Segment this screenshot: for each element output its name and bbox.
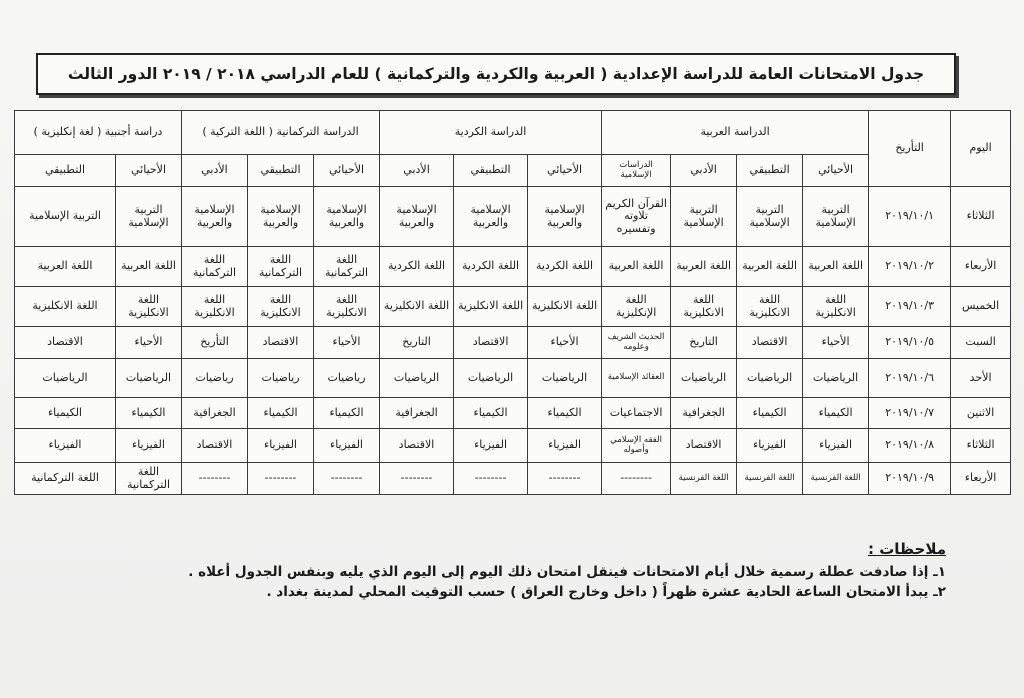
sub-header: التطبيقي [248, 155, 314, 187]
sub-header: التطبيقي [15, 155, 116, 187]
subject-cell: اللغة التركمانية [116, 463, 182, 495]
subject-cell: الحديث الشريف وعلومه [602, 327, 671, 359]
subject-cell: الاقتصاد [182, 429, 248, 463]
subject-cell: اللغة الفرنسية [671, 463, 737, 495]
subject-cell: التربية الإسلامية [671, 187, 737, 247]
subject-cell: الاقتصاد [248, 327, 314, 359]
sub-header: الأحيائي [803, 155, 869, 187]
subject-cell: الفيزياء [314, 429, 380, 463]
branch-header-row [15, 111, 1011, 155]
day-cell: الأربعاء [951, 247, 1011, 287]
subject-cell: الإسلامية والعربية [182, 187, 248, 247]
subject-cell: اللغة الانكليزية [380, 287, 454, 327]
subject-cell: اللغة الانكليزية [15, 287, 116, 327]
date-cell: ٢٠١٩/١٠/٢ [869, 247, 951, 287]
subject-cell: التربية الإسلامية [15, 187, 116, 247]
table-row [15, 187, 1011, 247]
subject-cell: التأريخ [182, 327, 248, 359]
subject-cell: اللغة الانكليزية [528, 287, 602, 327]
subject-cell: الأحياء [803, 327, 869, 359]
subject-cell: الفيزياء [15, 429, 116, 463]
note-item: ١ـ إذا صادفت عطلة رسمية خلال أيام الامتحانات فينقل امتحان ذلك اليوم إلى اليوم الذي يليه وبنفس الجدول أعلاه . [188, 564, 946, 580]
date-cell: ٢٠١٩/١٠/٧ [869, 398, 951, 429]
subject-cell: الرياضيات [528, 359, 602, 398]
subject-cell: اللغة الانكليزية [248, 287, 314, 327]
notes-title: ملاحظات : [867, 540, 946, 558]
subject-cell: الاقتصاد [737, 327, 803, 359]
subject-cell: اللغة الإنكليزية [602, 287, 671, 327]
subject-cell: رياضيات [182, 359, 248, 398]
date-cell: ٢٠١٩/١٠/١ [869, 187, 951, 247]
subject-cell: التربية الإسلامية [803, 187, 869, 247]
subject-cell: -------- [314, 463, 380, 495]
subject-cell: الفيزياء [116, 429, 182, 463]
subject-cell: الأحياء [314, 327, 380, 359]
date-cell: ٢٠١٩/١٠/٥ [869, 327, 951, 359]
subject-cell: الفيزياء [803, 429, 869, 463]
subject-cell: -------- [380, 463, 454, 495]
subject-cell: الإسلامية والعربية [528, 187, 602, 247]
sub-header: التطبيقي [737, 155, 803, 187]
subject-cell: اللغة العربية [15, 247, 116, 287]
subject-cell: اللغة العربية [602, 247, 671, 287]
subject-cell: القرآن الكريم تلاوته وتفسيره [602, 187, 671, 247]
subject-cell: الرياضيات [15, 359, 116, 398]
subject-cell: الفيزياء [248, 429, 314, 463]
branch-header-foreign: دراسة أجنبية ( لغة إنكليزية ) [15, 111, 182, 155]
sub-header: الأدبي [671, 155, 737, 187]
subject-cell: رياضيات [248, 359, 314, 398]
subject-cell: اللغة الانكليزية [737, 287, 803, 327]
subject-cell: اللغة العربية [803, 247, 869, 287]
subject-cell: التربية الإسلامية [116, 187, 182, 247]
sub-header-row [15, 155, 1011, 187]
branch-header-kurdish: الدراسة الكردية [380, 111, 602, 155]
document-title-text: جدول الامتحانات العامة للدراسة الإعدادية ( العربية والكردية والتركمانية ) للعام الدراسي ٢٠١٨ / ٢٠١٩ الدور الثالث [67, 65, 925, 83]
date-cell: ٢٠١٩/١٠/٨ [869, 429, 951, 463]
subject-cell: اللغة التركمانية [314, 247, 380, 287]
subject-cell: الكيمياء [116, 398, 182, 429]
table-row [15, 247, 1011, 287]
day-cell: الأحد [951, 359, 1011, 398]
day-cell: السبت [951, 327, 1011, 359]
subject-cell: الإسلامية والعربية [248, 187, 314, 247]
subject-cell: التاريخ [671, 327, 737, 359]
subject-cell: الرياضيات [671, 359, 737, 398]
sub-header: الأحيائي [116, 155, 182, 187]
subject-cell: الاقتصاد [671, 429, 737, 463]
day-cell: الثلاثاء [951, 429, 1011, 463]
subject-cell: الجغرافية [380, 398, 454, 429]
subject-cell: اللغة الكردية [380, 247, 454, 287]
subject-cell: -------- [454, 463, 528, 495]
day-cell: الاثنين [951, 398, 1011, 429]
date-cell: ٢٠١٩/١٠/٣ [869, 287, 951, 327]
subject-cell: الكيمياء [248, 398, 314, 429]
subject-cell: اللغة التركمانية [248, 247, 314, 287]
subject-cell: التربية الإسلامية [737, 187, 803, 247]
date-header: التأريخ [869, 111, 951, 187]
sub-header: الأحيائي [314, 155, 380, 187]
subject-cell: الرياضيات [737, 359, 803, 398]
subject-cell: الفقه الإسلامي وأصوله [602, 429, 671, 463]
sub-header: الدراسات الإسلامية [602, 155, 671, 187]
table-row [15, 327, 1011, 359]
subject-cell: اللغة الفرنسية [803, 463, 869, 495]
day-cell: الثلاثاء [951, 187, 1011, 247]
subject-cell: الفيزياء [454, 429, 528, 463]
subject-cell: اللغة الانكليزية [116, 287, 182, 327]
table-row [15, 287, 1011, 327]
subject-cell: الاقتصاد [454, 327, 528, 359]
subject-cell: رياضيات [314, 359, 380, 398]
subject-cell: الأحياء [528, 327, 602, 359]
subject-cell: الإسلامية والعربية [314, 187, 380, 247]
subject-cell: -------- [528, 463, 602, 495]
subject-cell: الاقتصاد [380, 429, 454, 463]
subject-cell: -------- [248, 463, 314, 495]
subject-cell: الإسلامية والعربية [454, 187, 528, 247]
table-row [15, 359, 1011, 398]
table-row [15, 429, 1011, 463]
exam-schedule-table [14, 110, 1011, 495]
day-header: اليوم [951, 111, 1011, 187]
subject-cell: الكيمياء [528, 398, 602, 429]
subject-cell: اللغة الكردية [528, 247, 602, 287]
subject-cell: الفيزياء [528, 429, 602, 463]
subject-cell: الكيمياء [737, 398, 803, 429]
subject-cell: العقائد الإسلامية [602, 359, 671, 398]
table-row [15, 463, 1011, 495]
subject-cell: الرياضيات [454, 359, 528, 398]
subject-cell: التاريخ [380, 327, 454, 359]
subject-cell: اللغة الانكليزية [803, 287, 869, 327]
subject-cell: الرياضيات [803, 359, 869, 398]
date-cell: ٢٠١٩/١٠/٦ [869, 359, 951, 398]
subject-cell: -------- [182, 463, 248, 495]
day-cell: الأربعاء [951, 463, 1011, 495]
subject-cell: الفيزياء [737, 429, 803, 463]
subject-cell: اللغة العربية [737, 247, 803, 287]
document-title [36, 53, 956, 95]
subject-cell: اللغة الانكليزية [314, 287, 380, 327]
subject-cell: اللغة الكردية [454, 247, 528, 287]
subject-cell: الإسلامية والعربية [380, 187, 454, 247]
subject-cell: الكيمياء [803, 398, 869, 429]
subject-cell: اللغة التركمانية [15, 463, 116, 495]
subject-cell: اللغة الانكليزية [182, 287, 248, 327]
subject-cell: الرياضيات [380, 359, 454, 398]
subject-cell: اللغة الانكليزية [454, 287, 528, 327]
subject-cell: الكيمياء [15, 398, 116, 429]
table-row [15, 398, 1011, 429]
branch-header-arabic: الدراسة العربية [602, 111, 869, 155]
subject-cell: اللغة الانكليزية [671, 287, 737, 327]
note-item: ٢ـ يبدأ الامتحان الساعة الحادية عشرة ظهراً ( داخل وخارج العراق ) حسب التوقيت المحلي لمدينة بغداد . [266, 584, 946, 600]
subject-cell: الأحياء [116, 327, 182, 359]
branch-header-turkmen: الدراسة التركمانية ( اللغة التركية ) [182, 111, 380, 155]
date-cell: ٢٠١٩/١٠/٩ [869, 463, 951, 495]
subject-cell: الكيمياء [314, 398, 380, 429]
subject-cell: اللغة التركمانية [182, 247, 248, 287]
subject-cell: اللغة الفرنسية [737, 463, 803, 495]
sub-header: الأدبي [380, 155, 454, 187]
subject-cell: الرياضيات [116, 359, 182, 398]
sub-header: الأدبي [182, 155, 248, 187]
sub-header: الأحيائي [528, 155, 602, 187]
subject-cell: الكيمياء [454, 398, 528, 429]
subject-cell: اللغة العربية [116, 247, 182, 287]
day-cell: الخميس [951, 287, 1011, 327]
subject-cell: -------- [602, 463, 671, 495]
subject-cell: الاقتصاد [15, 327, 116, 359]
notes-section [190, 540, 946, 600]
subject-cell: الجغرافية [182, 398, 248, 429]
sub-header: التطبيقي [454, 155, 528, 187]
subject-cell: اللغة العربية [671, 247, 737, 287]
subject-cell: الاجتماعيات [602, 398, 671, 429]
subject-cell: الجغرافية [671, 398, 737, 429]
